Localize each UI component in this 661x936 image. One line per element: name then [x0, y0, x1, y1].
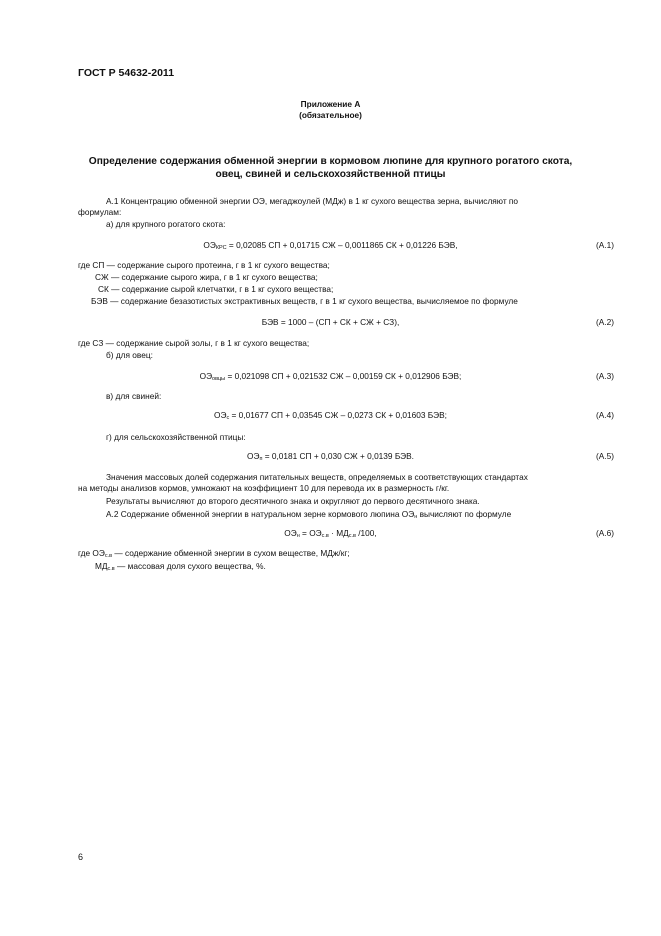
equation-a1: $ОЭ_{КРС} = 0,02085$ СП + 0,01715 СЖ – 0,0011865 СК + 0,01226 БЭВ, [203, 240, 458, 251]
where-line-oe-sv: где $ОЭ_{с.в}$ — содержание обменной энергии в сухом веществе, МДж/кг; [78, 548, 350, 559]
equation-number-a6: (А.6) [596, 528, 614, 538]
equation-number-a1: (А.1) [596, 240, 614, 250]
where-line-bev: БЭВ — содержание безазотистых экстрактивных веществ, г в 1 кг сухого вещества, вычисляемое по формуле [91, 296, 518, 306]
equation-a3: $ОЭ_{овцы} = 0,021098$ СП + 0,021532 СЖ – 0,00159 СК + 0,012906 БЭВ; [199, 371, 462, 382]
where-line-sz: где СЗ — содержание сырой золы, г в 1 кг сухого вещества; [78, 338, 310, 348]
paragraph-results: Результаты вычисляют до второго десятичного знака и округляют до первого десятичного знака. [106, 496, 480, 506]
document-id: ГОСТ Р 54632-2011 [78, 67, 175, 79]
where-line-sp: где СП — содержание сырого протеина, г в 1 кг сухого вещества; [78, 260, 330, 270]
where-line-md-sv: $МД_{с.в}$ — массовая доля сухого вещества, %. [95, 561, 266, 572]
equation-number-a4: (А.4) [596, 410, 614, 420]
paragraph-a1-line2: формулам: [78, 207, 122, 217]
page-number: 6 [78, 852, 84, 862]
appendix-subtitle: (обязательное) [299, 110, 362, 120]
equation-a4: $ОЭ_с = 0,01677$ СП + 0,03545 СЖ – 0,0273 СК + 0,01603 БЭВ; [214, 410, 447, 421]
item-b: б) для овец: [106, 350, 153, 360]
equation-number-a3: (А.3) [596, 371, 614, 381]
equation-a6: $ОЭ_н = ОЭ_{с.в} \cdot МД_{с.в}$ /100, [284, 528, 377, 539]
section-title-line2: овец, свиней и сельскохозяйственной птицы [215, 169, 446, 180]
equation-a5: $ОЭ_п = 0,0181$ СП + 0,030 СЖ + 0,0139 БЭВ. [247, 451, 414, 462]
where-line-sk: СК — содержание сырой клетчатки, г в 1 кг сухого вещества; [98, 284, 334, 294]
section-title-line1: Определение содержания обменной энергии в кормовом люпине для крупного рогатого скота, [88, 156, 573, 167]
paragraph-values-line1: Значения массовых долей содержания питательных веществ, определяемых в соответствующих стандартах [106, 472, 528, 482]
where-line-szh: СЖ — содержание сырого жира, г в 1 кг сухого вещества; [95, 272, 318, 282]
paragraph-a1-line1: А.1 Концентрацию обменной энергии ОЭ, мегаджоулей (МДж) в 1 кг сухого вещества зерна, вычисляют по [106, 196, 519, 206]
paragraph-a2: А.2 Содержание обменной энергии в натуральном зерне кормового люпина $ОЭ_н$ вычисляют по формуле [106, 509, 512, 520]
paragraph-values-line2: на методы анализов кормов, умножают на коэффициент 10 для перевода их в размерность г/кг. [78, 483, 450, 493]
equation-a2: БЭВ = 1000 – (СП + СК + СЖ + СЗ), [261, 317, 400, 327]
item-g: г) для сельскохозяйственной птицы: [106, 432, 246, 442]
item-a: а) для крупного рогатого скота: [106, 219, 226, 229]
appendix-title: Приложение А [300, 99, 361, 109]
equation-number-a5: (А.5) [596, 451, 614, 461]
equation-number-a2: (А.2) [596, 317, 614, 327]
item-v: в) для свиней: [106, 391, 162, 401]
